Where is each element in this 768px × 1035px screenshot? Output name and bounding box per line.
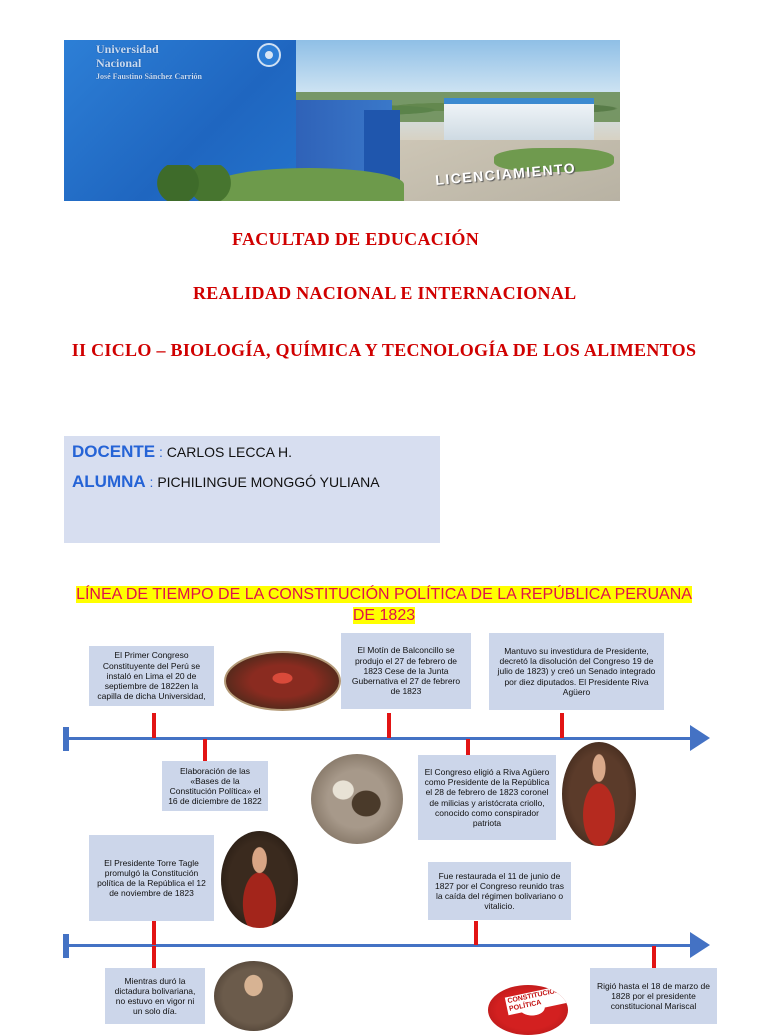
university-logo <box>257 43 281 67</box>
event-text: El Primer Congreso Constituyente del Perú se instaló en Lima el 20 de septiembre de 1822en la capilla de dicha Universidad, <box>97 650 206 702</box>
label-separator: : <box>159 444 163 460</box>
timeline-start-cap <box>63 727 69 751</box>
timeline-event <box>89 646 214 706</box>
timeline-event <box>489 633 664 710</box>
timeline-arrow-icon <box>690 725 710 751</box>
timeline-event <box>428 862 571 920</box>
timeline-title <box>64 584 704 626</box>
timeline-tick <box>652 946 656 968</box>
teacher-row <box>72 442 292 462</box>
timeline-tick <box>560 713 564 738</box>
timeline-event <box>341 633 471 709</box>
timeline-tick <box>152 713 156 738</box>
timeline-tick <box>203 739 207 761</box>
timeline-event <box>162 761 268 811</box>
university-line: Nacional <box>96 56 142 70</box>
timeline-axis-2 <box>64 944 694 947</box>
photo-bush <box>154 165 234 201</box>
timeline-tick <box>152 921 156 945</box>
book-cover-text: CONSTITUCIÓN POLÍTICA <box>505 985 568 1015</box>
photo-building <box>444 98 594 146</box>
university-name <box>96 42 202 84</box>
photo-lawn-left <box>214 168 404 201</box>
timeline-tick <box>387 713 391 738</box>
university-line: José Faustino Sánchez Carrión <box>96 72 202 81</box>
university-line: Universidad <box>96 42 159 56</box>
timeline-event <box>418 755 556 840</box>
timeline-start-cap <box>63 934 69 958</box>
photo-sky <box>294 40 620 100</box>
student-name: PICHILINGUE MONGGÓ YULIANA <box>157 474 380 490</box>
label-separator: : <box>149 474 154 490</box>
timeline-tick <box>152 946 156 968</box>
timeline-arrow-icon <box>690 932 710 958</box>
event-text: El Congreso eligió a Riva Agüero como Presidente de la República el 28 de febrero de 1823 coronel de milicias y aristócrata criollo, conocido como conspirador patriota <box>424 766 550 828</box>
constitution-book-image <box>488 985 568 1035</box>
student-row <box>72 472 380 492</box>
timeline-event <box>105 968 205 1024</box>
signing-painting-image <box>311 754 403 844</box>
photo-entrance-pillar <box>364 110 400 180</box>
event-text: Fue restaurada el 11 de junio de 1827 por el Congreso reunido tras la caída del régimen bolivariano o vitalicio. <box>435 870 564 912</box>
timeline-tick <box>466 739 470 756</box>
course-title: REALIDAD NACIONAL E INTERNACIONAL <box>193 283 577 303</box>
event-text: Elaboración de las «Bases de la Constitución Política» el 16 de diciembre de 1822 <box>168 765 262 807</box>
event-text: Rigió hasta el 18 de marzo de 1828 por el presidente constitucional Mariscal <box>597 980 710 1012</box>
author-info-box <box>64 436 440 543</box>
faculty-title: FACULTAD DE EDUCACIÓN <box>232 229 479 249</box>
riva-aguero-portrait <box>562 742 636 846</box>
event-text: Mientras duró la dictadura bolivariana, no estuvo en vigor ni un solo día. <box>114 975 196 1017</box>
torre-tagle-portrait <box>221 831 298 928</box>
event-text: El Motín de Balconcillo se produjo el 27 de febrero de 1823 Cese de la Junta Gubernativa el 27 de febrero de 1823 <box>351 645 461 697</box>
cycle-title: II CICLO – BIOLOGÍA, QUÍMICA Y TECNOLOGÍA DE LOS ALIMENTOS <box>71 340 697 360</box>
licenciamiento-banner: LICENCIAMIENTO <box>434 159 577 188</box>
event-text: Mantuvo su investidura de Presidente, decretó la disolución del Congreso 19 de julio de 1823) y creó un Senado integrado por diez diputados. El Presidente Riva Agüero <box>497 645 656 697</box>
congress-chapel-image <box>224 651 341 711</box>
timeline-tick <box>474 921 478 945</box>
teacher-label: DOCENTE <box>72 442 156 461</box>
timeline-title-text: LÍNEA DE TIEMPO DE LA CONSTITUCIÓN POLÍTICA DE LA REPÚBLICA PERUANA DE 1823 <box>76 586 692 624</box>
timeline-axis-1 <box>64 737 694 740</box>
timeline-event <box>89 835 214 921</box>
teacher-name: CARLOS LECCA H. <box>166 444 293 460</box>
bolivar-portrait <box>214 961 293 1031</box>
student-label: ALUMNA <box>72 472 146 491</box>
timeline-event <box>590 968 717 1024</box>
university-photo <box>64 40 620 201</box>
event-text: El Presidente Torre Tagle promulgó la Constitución política de la República el 12 de noviembre de 1823 <box>97 857 206 899</box>
